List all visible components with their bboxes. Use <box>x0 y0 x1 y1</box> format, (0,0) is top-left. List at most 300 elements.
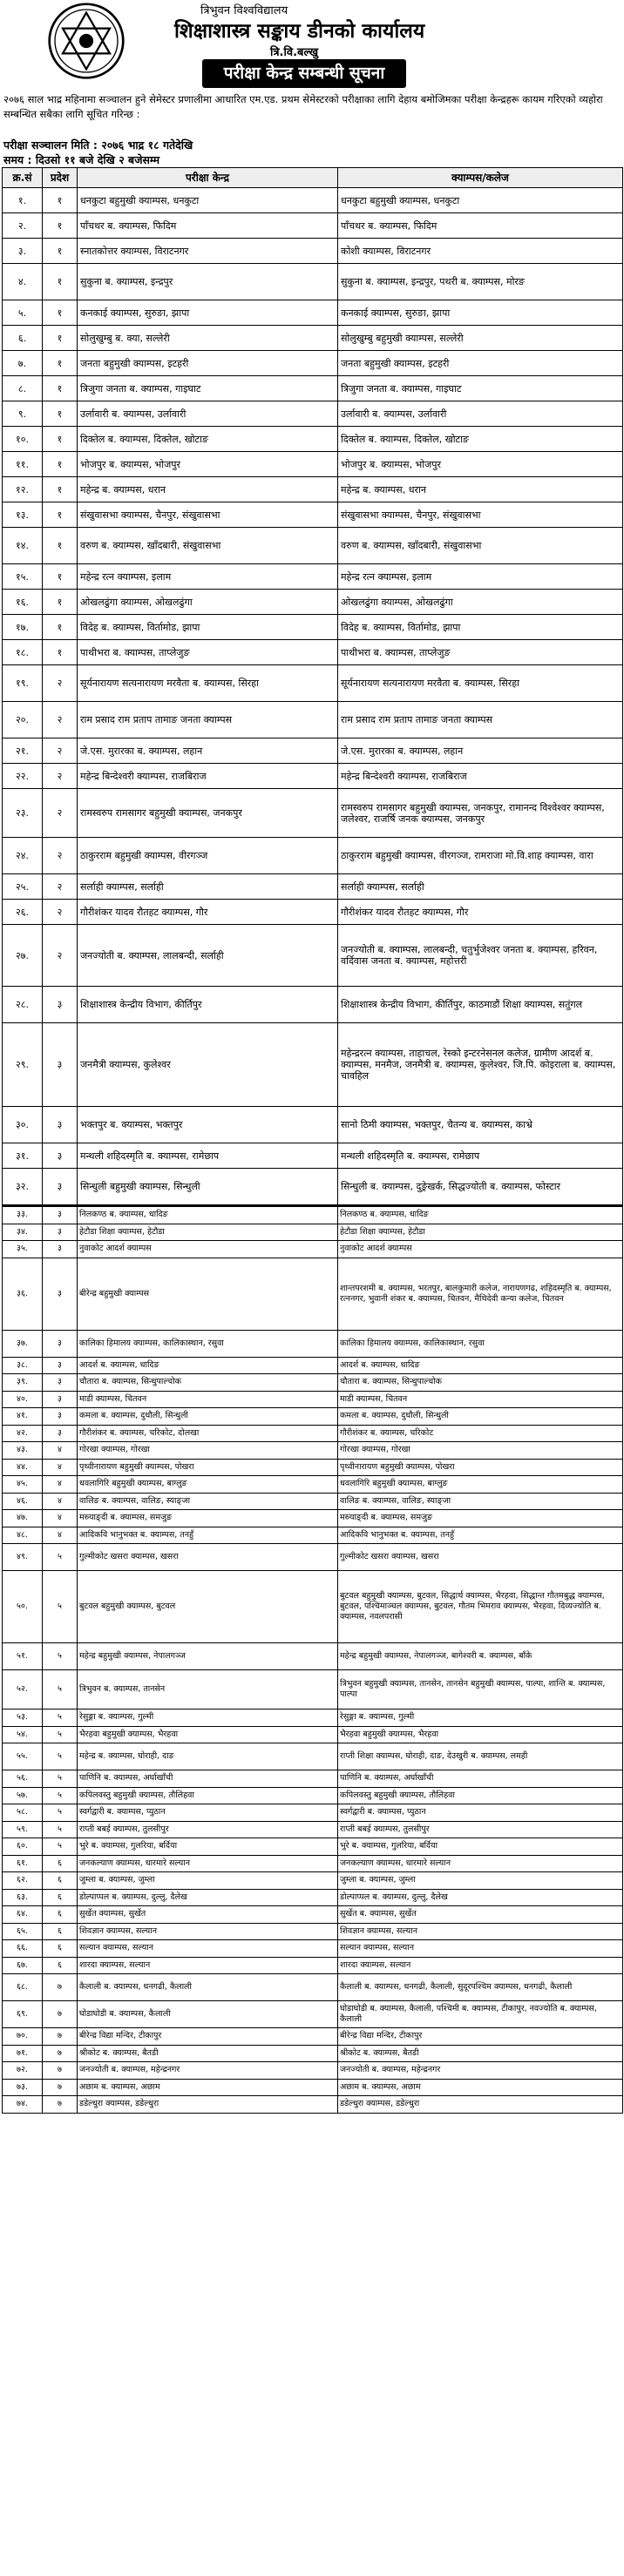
table-row <box>3 1527 623 1544</box>
campus-list: श्रीकोट ब. क्याम्पस, बैतडी <box>338 2045 623 2062</box>
table-row <box>3 1855 623 1872</box>
table-row <box>3 1493 623 1510</box>
province-number: २ <box>43 900 78 925</box>
exam-center-name: कैलाली ब. क्याम्पस, धनगढी, कैलाली <box>78 1974 338 2001</box>
campus-list: स्वर्गद्वारी ब. क्याम्पस, प्युठान <box>338 1804 623 1822</box>
exam-center-name: जनमैत्री क्याम्पस, कुलेश्वर <box>78 1023 338 1107</box>
campus-list: मन्थली शहिदस्मृति ब. क्याम्पस, रामेछाप <box>338 1143 623 1169</box>
exam-center-name: महेन्द्र ब. क्याम्पस, धरान <box>78 477 338 502</box>
row-number: ५३. <box>3 1709 43 1727</box>
table-row <box>3 326 623 351</box>
table-row <box>3 1872 623 1890</box>
table-row <box>3 702 623 738</box>
row-number: ४७. <box>3 1510 43 1527</box>
campus-list: निलकण्ठ ब. क्याम्पस, धादिङ <box>338 1206 623 1224</box>
campus-list: सुकुना ब. क्याम्पस, इन्द्रपुर, पथरी ब. क्याम्पस, मोरङ <box>338 264 623 300</box>
campus-list: अछाम ब. क्याम्पस, अछाम <box>338 2079 623 2096</box>
row-number: ४५. <box>3 1476 43 1494</box>
table-row <box>3 477 623 502</box>
campus-list: त्रिजुगा जनता ब. क्याम्पस, गाइघाट <box>338 376 623 401</box>
table-row <box>3 502 623 528</box>
exam-center-name: पाँचथर ब. क्याम्पस, फिदिम <box>78 213 338 239</box>
province-number: ४ <box>43 1510 78 1527</box>
table-row <box>3 1670 623 1709</box>
province-number: ६ <box>43 1940 78 1958</box>
table-row <box>3 1743 623 1770</box>
exam-center-name: सर्लाही क्याम्पस, सर्लाही <box>78 874 338 900</box>
row-number: १०. <box>3 427 43 452</box>
row-number: ५१. <box>3 1643 43 1670</box>
row-number: २२. <box>3 764 43 789</box>
row-number: १४. <box>3 528 43 564</box>
exam-center-table <box>2 167 623 1205</box>
row-number: ५४. <box>3 1726 43 1743</box>
province-number: ७ <box>43 1974 78 2001</box>
province-number: १ <box>43 264 78 300</box>
exam-center-name: कालिका हिमालय क्याम्पस, कालिकास्थान, रसुवा <box>78 1330 338 1357</box>
province-number: १ <box>43 452 78 477</box>
table-row <box>3 838 623 874</box>
province-number: ५ <box>43 1571 78 1643</box>
notice-header <box>0 0 624 89</box>
table-row <box>3 1510 623 1527</box>
campus-list: सिन्धुली ब. क्याम्पस, दुङ्रेखर्क, सिद्धज्योती ब. क्याम्पस, फोस्टार <box>338 1169 623 1205</box>
table-row <box>3 1804 623 1822</box>
province-number: २ <box>43 838 78 874</box>
table-row <box>3 528 623 564</box>
table-row <box>3 1330 623 1357</box>
table-row <box>3 2079 623 2096</box>
table-row <box>3 1442 623 1460</box>
campus-list: मस्र्याङ्दी ब. क्याम्पस, समजुङ <box>338 1510 623 1527</box>
row-number: ६३. <box>3 1889 43 1906</box>
exam-center-name: गुल्मीकोट खसरा क्याम्पस, खसरा <box>78 1544 338 1571</box>
province-number: २ <box>43 738 78 764</box>
exam-center-name: सुकुना ब. क्याम्पस, इन्द्रपुर <box>78 264 338 300</box>
campus-list: सानो ठिमी क्याम्पस, भक्तपुर, चैतन्य ब. क्याम्पस, काभ्रे <box>338 1107 623 1143</box>
exam-center-name: राप्ती बबई क्याम्पस, तुलसीपुर <box>78 1821 338 1838</box>
campus-list: उर्लावारी ब. क्याम्पस, उर्लावारी <box>338 401 623 427</box>
exam-center-name: गोरखा क्याम्पस, गोरखा <box>78 1442 338 1460</box>
table-row <box>3 665 623 702</box>
table-row <box>3 2045 623 2062</box>
campus-list: गोरखा क्याम्पस, गोरखा <box>338 1442 623 1460</box>
row-number: ३६. <box>3 1258 43 1330</box>
province-number: १ <box>43 615 78 640</box>
exam-center-name: शिक्षाशास्त्र केन्द्रीय विभाग, कीर्तिपुर <box>78 987 338 1023</box>
exam-center-name: कमला ब. क्याम्पस, दुधौली, सिन्धुली <box>78 1408 338 1426</box>
col-header-province: प्रदेश <box>43 168 78 188</box>
row-number: २७. <box>3 925 43 987</box>
exam-center-name: महेन्द्र ब. क्याम्पस, घोराही, दाङ <box>78 1743 338 1770</box>
table-row <box>3 874 623 900</box>
exam-center-name: त्रिजुगा जनता ब. क्याम्पस, गाइघाट <box>78 376 338 401</box>
table-row <box>3 1241 623 1258</box>
campus-list: जुम्ला ब. क्याम्पस, जुम्ला <box>338 1872 623 1890</box>
province-number: १ <box>43 326 78 351</box>
province-number: ३ <box>43 1374 78 1392</box>
campus-list: नुवाकोट आदर्श क्याम्पस <box>338 1241 623 1258</box>
campus-list: डडेल्धुरा क्याम्पस, डडेल्धुरा <box>338 2096 623 2114</box>
row-number: २९. <box>3 1023 43 1107</box>
table-row <box>3 1224 623 1241</box>
table-row <box>3 1206 623 1224</box>
row-number: ४८. <box>3 1527 43 1544</box>
exam-center-name: जनज्योती ब. क्याम्पस, महेन्द्रनगर <box>78 2062 338 2080</box>
row-number: ६६. <box>3 1940 43 1958</box>
exam-center-name: माडी क्याम्पस, चितवन <box>78 1391 338 1408</box>
table-row <box>3 564 623 590</box>
university-logo <box>47 2 125 80</box>
table-row <box>3 2096 623 2114</box>
campus-list: रामस्वरुप रामसागर बहुमुखी क्याम्पस, जनकपुर, रामानन्द विश्वेश्वर क्याम्पस, जलेश्वर, राजर्षि जनक क्याम्पस, जनकपुर <box>338 789 623 838</box>
table-row <box>3 188 623 213</box>
notice-title: परीक्षा केन्द्र सम्बन्धी सूचना <box>202 59 406 88</box>
table-row <box>3 1957 623 1974</box>
campus-list: कैलाली ब. क्याम्पस, धनगढी, कैलाली, सुदूरपश्चिम क्याम्पस, धनगढी, कैलाली <box>338 1974 623 2001</box>
exam-center-name: जे.एस. मुरारका ब. क्याम्पस, लहान <box>78 738 338 764</box>
col-header-campus: क्याम्पस/कलेज <box>338 168 623 188</box>
campus-list: सोलुखुम्बु बहुमुखी क्याम्पस, सल्लेरी <box>338 326 623 351</box>
campus-list: राम प्रसाद राम प्रताप तामाङ जनता क्याम्पस <box>338 702 623 738</box>
campus-list: ओखलढुंगा क्याम्पस, ओखलढुंगा <box>338 590 623 615</box>
table-row <box>3 2062 623 2080</box>
table-row <box>3 1770 623 1788</box>
row-number: २३. <box>3 789 43 838</box>
row-number: ५२. <box>3 1670 43 1709</box>
exam-center-name: सल्यान क्याम्पस, सल्यान <box>78 1940 338 1958</box>
exam-center-name: संखुवासभा क्याम्पस, चैनपुर, संखुवासभा <box>78 502 338 528</box>
exam-center-name: नुवाकोट आदर्श क्याम्पस <box>78 1241 338 1258</box>
row-number: ३७. <box>3 1330 43 1357</box>
province-number: ३ <box>43 1241 78 1258</box>
table-row <box>3 351 623 376</box>
table-row <box>3 2028 623 2046</box>
row-number: ७१. <box>3 2045 43 2062</box>
table-row <box>3 1643 623 1670</box>
exam-center-name: विदेह ब. क्याम्पस, विर्तामोड, झापा <box>78 615 338 640</box>
campus-list: महेन्द्ररत्न क्याम्पस, ताहाचल, रेस्को इन्टरनेसनल कलेज, ग्रामीण आदर्श ब. क्याम्पस, मनमैज, जनमैत्री ब. क्याम्पस, कुलेश्वर, जि.पि. कोइराला ब. क्याम्पस, चावहिल <box>338 1023 623 1107</box>
campus-list: महेन्द्र बिन्देश्वरी क्याम्पस, राजबिराज <box>338 764 623 789</box>
province-number: २ <box>43 764 78 789</box>
province-number: ३ <box>43 1425 78 1442</box>
campus-list: गौरीशंकर ब. क्याम्पस, चरिकोट <box>338 1425 623 1442</box>
campus-list: जनज्योती ब. क्याम्पस, महेन्द्रनगर <box>338 2062 623 2080</box>
campus-list: शान्तपरशमी ब. क्याम्पस, भरतपुर, बालकुमारी कलेज, नारायणगढ, शहिदस्मृति ब. क्याम्पस, रत्ननगर, भुवानी शंकर ब. क्याम्पस, चितवन, मैथिदेवी कन्या कलेज, चितवन <box>338 1258 623 1330</box>
row-number: १८. <box>3 640 43 665</box>
exam-center-name: आदिकवि भानुभक्त ब. क्याम्पस, तनहुँ <box>78 1527 338 1544</box>
campus-list: गौरीशंकर यादव रौतहट क्याम्पस, गौर <box>338 900 623 925</box>
campus-list: शिवज्ञान क्याम्पस, सल्यान <box>338 1923 623 1940</box>
table-row <box>3 239 623 264</box>
province-number: १ <box>43 477 78 502</box>
province-number: ४ <box>43 1527 78 1544</box>
campus-list: हेटौडा शिक्षा क्याम्पस, हेटौडा <box>338 1224 623 1241</box>
exam-center-name: पृथ्वीनारायण बहुमुखी क्याम्पस, पोखरा <box>78 1459 338 1476</box>
office-name: शिक्षाशास्त्र सङ्काय डीनको कार्यालय <box>174 20 425 43</box>
province-number: १ <box>43 401 78 427</box>
province-number: ३ <box>43 1107 78 1143</box>
table-row <box>3 427 623 452</box>
province-number: १ <box>43 239 78 264</box>
row-number: ३५. <box>3 1241 43 1258</box>
row-number: ६५. <box>3 1923 43 1940</box>
campus-list: जे.एस. मुरारका ब. क्याम्पस, लहान <box>338 738 623 764</box>
table-row <box>3 615 623 640</box>
row-number: ५७. <box>3 1787 43 1804</box>
row-number: ६४. <box>3 1906 43 1924</box>
province-number: २ <box>43 789 78 838</box>
row-number: ४६. <box>3 1493 43 1510</box>
campus-list: कमला ब. क्याम्पस, दुधौली, सिन्धुली <box>338 1408 623 1426</box>
row-number: ५८. <box>3 1804 43 1822</box>
row-number: ६७. <box>3 1957 43 1974</box>
province-number: ३ <box>43 1143 78 1169</box>
table-row <box>3 590 623 615</box>
province-number: ४ <box>43 1476 78 1494</box>
row-number: २८. <box>3 987 43 1023</box>
exam-center-name: दिक्तेल ब. क्याम्पस, दिक्तेल, खोटाङ <box>78 427 338 452</box>
exam-center-name: बीरेन्द्र विद्या मन्दिर, टीकापुर <box>78 2028 338 2046</box>
exam-center-name: जनता बहुमुखी क्याम्पस, इटहरी <box>78 351 338 376</box>
campus-list: डोल्पाप्पल ब. क्याम्पस, दुल्लु, दैलेख <box>338 1889 623 1906</box>
province-number: ५ <box>43 1787 78 1804</box>
campus-list: त्रिभुवन बहुमुखी क्याम्पस, तानसेन, तानसेन बहुमुखी क्याम्पस, पाल्पा, शान्ति ब. क्याम्पस, पाल्पा <box>338 1670 623 1709</box>
row-number: २५. <box>3 874 43 900</box>
table-row <box>3 2001 623 2028</box>
province-number: ७ <box>43 2028 78 2046</box>
exam-center-name: रेसुङ्गा ब. क्याम्पस, गुल्मी <box>78 1709 338 1727</box>
province-number: २ <box>43 874 78 900</box>
exam-center-name: ठाकुरराम बहुमुखी क्याम्पस, वीरगञ्ज <box>78 838 338 874</box>
row-number: ७४. <box>3 2096 43 2114</box>
table-row <box>3 1169 623 1205</box>
campus-list: बीरेन्द्र विद्या मन्दिर, टीकापुर <box>338 2028 623 2046</box>
exam-center-name: भोजपुर ब. क्याम्पस, भोजपुर <box>78 452 338 477</box>
table-row <box>3 1408 623 1426</box>
row-number: १७. <box>3 615 43 640</box>
exam-center-name: हेटौडा शिक्षा क्याम्पस, हेटौडा <box>78 1224 338 1241</box>
row-number: ७. <box>3 351 43 376</box>
exam-center-name: बीरेन्द्र बहुमुखी क्याम्पस <box>78 1258 338 1330</box>
exam-center-name: डडेल्धुरा क्याम्पस, डडेल्धुरा <box>78 2096 338 2114</box>
campus-list: पाथीभरा ब. क्याम्पस, ताप्लेजुङ <box>338 640 623 665</box>
province-number: ६ <box>43 1889 78 1906</box>
table-row <box>3 1838 623 1856</box>
campus-list: राप्ती बबई क्याम्पस, तुलसीपुर <box>338 1821 623 1838</box>
table-row <box>3 1374 623 1392</box>
province-number: ५ <box>43 1743 78 1770</box>
campus-list: कोशी क्याम्पस, विराटनगर <box>338 239 623 264</box>
table-row <box>3 738 623 764</box>
row-number: ९. <box>3 401 43 427</box>
province-number: ७ <box>43 2045 78 2062</box>
row-number: १३. <box>3 502 43 528</box>
table-row <box>3 987 623 1023</box>
exam-center-name: स्वर्गद्वारी ब. क्याम्पस, प्युठान <box>78 1804 338 1822</box>
exam-center-name: आदर्श ब. क्याम्पस, धादिङ <box>78 1357 338 1374</box>
intro-paragraph: २०७६ साल भाद्र महिनामा सञ्चालन हुने सेमेस्टर प्रणालीमा आधारित एम.एड. प्रथम सेमेस्टरको परीक्षाका लागि देहाय बमोजिमका परीक्षा केन्द्रहरू कायम गरिएको व्यहोरा सम्बन्धित सबैका लागि सूचित गरिन्छ : <box>3 93 603 120</box>
campus-list: शारदा क्याम्पस, सल्यान <box>338 1957 623 1974</box>
table-row <box>3 1726 623 1743</box>
table-row <box>3 764 623 789</box>
exam-center-name: श्रीकोट ब. क्याम्पस, बैतडी <box>78 2045 338 2062</box>
campus-list: दिक्तेल ब. क्याम्पस, दिक्तेल, खोटाङ <box>338 427 623 452</box>
table-row <box>3 1923 623 1940</box>
exam-center-name: उर्लावारी ब. क्याम्पस, उर्लावारी <box>78 401 338 427</box>
province-number: ७ <box>43 2096 78 2114</box>
row-number: २६. <box>3 900 43 925</box>
province-number: ६ <box>43 1855 78 1872</box>
row-number: ४२. <box>3 1425 43 1442</box>
campus-list: जनकल्याण क्याम्पस, धारमारे सल्यान <box>338 1855 623 1872</box>
province-number: ३ <box>43 1169 78 1205</box>
exam-date: परीक्षा सञ्चालन मिति : २०७६ भाद्र १८ गतेदेखि <box>3 138 193 152</box>
row-number: २. <box>3 213 43 239</box>
exam-center-name: वालिङ ब. क्याम्पस, वालिङ, स्याङ्जा <box>78 1493 338 1510</box>
province-number: १ <box>43 502 78 528</box>
exam-center-name: मन्थली शहिदस्मृति ब. क्याम्पस, रामेछाप <box>78 1143 338 1169</box>
campus-list: भोजपुर ब. क्याम्पस, भोजपुर <box>338 452 623 477</box>
campus-list: शिक्षाशास्त्र केन्द्रीय विभाग, कीर्तिपुर, काठमाडौं शिक्षा क्याम्पस, सतुंगल <box>338 987 623 1023</box>
row-number: ११. <box>3 452 43 477</box>
exam-center-name: कपिलवस्तु बहुमुखी क्याम्पस, तौलिहवा <box>78 1787 338 1804</box>
row-number: ७२. <box>3 2062 43 2080</box>
exam-center-name: रामस्वरुप रामसागर बहुमुखी क्याम्पस, जनकपुर <box>78 789 338 838</box>
campus-list: भैरहवा बहुमुखी क्याम्पस, भैरहवा <box>338 1726 623 1743</box>
table-row <box>3 213 623 239</box>
col-header-center: परीक्षा केन्द्र <box>78 168 338 188</box>
exam-center-name: पाथीभरा ब. क्याम्पस, ताप्लेजुङ <box>78 640 338 665</box>
exam-center-name: राम प्रसाद राम प्रताप तामाङ जनता क्याम्पस <box>78 702 338 738</box>
table-row <box>3 1906 623 1924</box>
exam-center-name: जनज्योती ब. क्याम्पस, लालबन्दी, सर्लाही <box>78 925 338 987</box>
province-number: ५ <box>43 1838 78 1856</box>
exam-center-name: भैरहवा बहुमुखी क्याम्पस, भैरहवा <box>78 1726 338 1743</box>
campus-list: रेसुङ्गा ब. क्याम्पस, गुल्मी <box>338 1709 623 1727</box>
row-number: ८. <box>3 376 43 401</box>
province-number: ६ <box>43 1923 78 1940</box>
table-row <box>3 1940 623 1958</box>
row-number: ७३. <box>3 2079 43 2096</box>
campus-list: माडी क्याम्पस, चितवन <box>338 1391 623 1408</box>
province-number: २ <box>43 702 78 738</box>
table-row <box>3 1544 623 1571</box>
exam-center-name: चौतारा ब. क्याम्पस, सिन्धुपाल्चोक <box>78 1374 338 1392</box>
exam-center-name: जुम्ला ब. क्याम्पस, जुम्ला <box>78 1872 338 1890</box>
province-number: ६ <box>43 1872 78 1890</box>
row-number: ५५. <box>3 1743 43 1770</box>
exam-time: समय : दिउसो ११ बजे देखि २ बजेसम्म <box>3 153 160 166</box>
province-number: ३ <box>43 987 78 1023</box>
table-row <box>3 1425 623 1442</box>
campus-list: चौतारा ब. क्याम्पस, सिन्धुपाल्चोक <box>338 1374 623 1392</box>
table-row <box>3 1821 623 1838</box>
row-number: ६१. <box>3 1855 43 1872</box>
row-number: ६९. <box>3 2001 43 2028</box>
row-number: २४. <box>3 838 43 874</box>
row-number: २१. <box>3 738 43 764</box>
exam-center-name: घोडाघोडी ब. क्याम्पस, कैलाली <box>78 2001 338 2028</box>
province-number: १ <box>43 300 78 326</box>
province-number: ५ <box>43 1804 78 1822</box>
campus-list: पाणिनि ब. क्याम्पस, अर्घाखाँची <box>338 1770 623 1788</box>
exam-center-name: त्रिभुवन ब. क्याम्पस, तानसेन <box>78 1670 338 1709</box>
province-number: ५ <box>43 1770 78 1788</box>
row-number: ३८. <box>3 1357 43 1374</box>
table-row <box>3 1391 623 1408</box>
campus-list: धनकुटा बहुमुखी क्याम्पस, धनकुटा <box>338 188 623 213</box>
row-number: १६. <box>3 590 43 615</box>
row-number: ६२. <box>3 1872 43 1890</box>
table-row <box>3 1709 623 1727</box>
table-row <box>3 1107 623 1143</box>
row-number: ४९. <box>3 1544 43 1571</box>
exam-center-name: जनकल्याण क्याम्पस, धारमारे सल्यान <box>78 1855 338 1872</box>
table-row <box>3 789 623 838</box>
campus-list: सुर्खेत ब. क्याम्पस, सुर्खेत <box>338 1906 623 1924</box>
row-number: ६८. <box>3 1974 43 2001</box>
campus-list: पाँचथर ब. क्याम्पस, फिदिम <box>338 213 623 239</box>
province-number: ३ <box>43 1023 78 1107</box>
campus-list: महेन्द्र रत्न क्याम्पस, इलाम <box>338 564 623 590</box>
province-number: ५ <box>43 1544 78 1571</box>
campus-list: जनता बहुमुखी क्याम्पस, इटहरी <box>338 351 623 376</box>
province-number: ४ <box>43 1442 78 1460</box>
campus-list: ठाकुरराम बहुमुखी क्याम्पस, वीरगञ्ज, रामराजा मो.वि.शाह क्याम्पस, वारा <box>338 838 623 874</box>
province-number: ४ <box>43 1459 78 1476</box>
campus-list: वालिङ ब. क्याम्पस, वालिङ, स्याङ्जा <box>338 1493 623 1510</box>
exam-center-name: सिन्धुली बहुमुखी क्याम्पस, सिन्धुली <box>78 1169 338 1205</box>
province-number: १ <box>43 427 78 452</box>
province-number: ३ <box>43 1391 78 1408</box>
province-number: ५ <box>43 1726 78 1743</box>
row-number: ४. <box>3 264 43 300</box>
row-number: ३४. <box>3 1224 43 1241</box>
exam-center-name: गौरीशंकर यादव रौतहट क्याम्पस, गौर <box>78 900 338 925</box>
exam-center-name: शारदा क्याम्पस, सल्यान <box>78 1957 338 1974</box>
table-row <box>3 640 623 665</box>
exam-center-name: शिवज्ञान क्याम्पस, सल्यान <box>78 1923 338 1940</box>
province-number: २ <box>43 665 78 702</box>
exam-center-name: निलकण्ठ ब. क्याम्पस, धादिङ <box>78 1206 338 1224</box>
campus-list: आदर्श ब. क्याम्पस, धादिङ <box>338 1357 623 1374</box>
table-row <box>3 1476 623 1494</box>
table-header-row <box>3 168 623 188</box>
row-number: ३०. <box>3 1107 43 1143</box>
row-number: ४३. <box>3 1442 43 1460</box>
campus-list: महेन्द्र बहुमुखी क्याम्पस, नेपालगञ्ज, बागेश्वरी ब. क्याम्पस, बाँके <box>338 1643 623 1670</box>
province-number: १ <box>43 590 78 615</box>
exam-center-name: मस्र्याङ्दी ब. क्याम्पस, समजुङ <box>78 1510 338 1527</box>
campus-list: कनकाई क्याम्पस, सुरुङा, झापा <box>338 300 623 326</box>
campus-list: सूर्यनारायण सत्यनारायण मरवैता ब. क्याम्पस, सिरहा <box>338 665 623 702</box>
province-number: ५ <box>43 1670 78 1709</box>
exam-center-name: महेन्द्र बिन्देश्वरी क्याम्पस, राजबिराज <box>78 764 338 789</box>
province-number: ६ <box>43 1957 78 1974</box>
campus-list: भुरे ब. क्याम्पस, गुलरिया, बर्दिया <box>338 1838 623 1856</box>
table-row <box>3 1974 623 2001</box>
campus-list: संखुवासभा क्याम्पस, चैनपुर, संखुवासभा <box>338 502 623 528</box>
table-row <box>3 900 623 925</box>
campus-list: जनज्योती ब. क्याम्पस, लालबन्दी, चतुर्भुजेश्वर जनता ब. क्याम्पस, हरिवन, वर्दिवास जनता ब. क्याम्पस, महोत्तरी <box>338 925 623 987</box>
campus-list: सर्लाही क्याम्पस, सर्लाही <box>338 874 623 900</box>
exam-center-name: डोल्पाप्पल ब. क्याम्पस, दुल्लु, दैलेख <box>78 1889 338 1906</box>
province-number: ७ <box>43 2001 78 2028</box>
row-number: ५०. <box>3 1571 43 1643</box>
province-number: ३ <box>43 1206 78 1224</box>
table-row <box>3 300 623 326</box>
